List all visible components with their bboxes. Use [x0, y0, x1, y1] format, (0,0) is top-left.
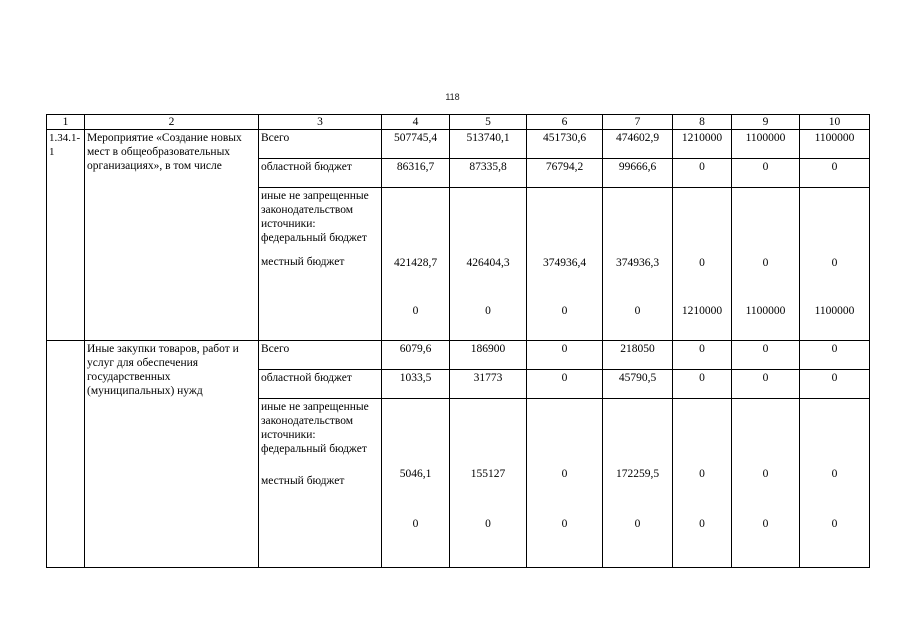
table-cell: 45790,5 [603, 370, 673, 399]
table-cell: 1033,5 [382, 370, 450, 399]
local-value: 0 [561, 305, 568, 317]
federal-value: 0 [762, 468, 769, 480]
local-value: 0 [762, 518, 769, 530]
page-number: 118 [445, 92, 460, 102]
column-header: 6 [527, 115, 603, 130]
table-cell: 0 [673, 341, 732, 370]
table-cell: 0 [673, 159, 732, 188]
table-cell: 0 [673, 370, 732, 399]
federal-value: 421428,7 [393, 257, 438, 269]
source-label: областной бюджет [259, 159, 382, 188]
local-value: 0 [561, 518, 568, 530]
source-label: Всего [259, 341, 382, 370]
local-value: 1210000 [681, 305, 723, 317]
table-cell: 0 [800, 159, 870, 188]
column-header: 7 [603, 115, 673, 130]
budget-table [46, 114, 870, 568]
local-value: 0 [634, 518, 641, 530]
table-cell: 1100000 [800, 130, 870, 159]
row-code [47, 341, 85, 568]
table-cell: 0 [732, 159, 800, 188]
local-value: 0 [485, 305, 491, 317]
table-cell: 0 [732, 341, 800, 370]
federal-value: 155127 [470, 468, 506, 480]
table-cell: 0 [800, 370, 870, 399]
table-cell: 513740,1 [450, 130, 527, 159]
table-cell: 0 [527, 370, 603, 399]
table-row-total [47, 130, 870, 159]
row-code: 1.34.1-1 [47, 130, 85, 341]
table-cell: 31773 [450, 370, 527, 399]
federal-value: 0 [762, 257, 769, 269]
table-cell: 76794,2 [527, 159, 603, 188]
local-value: 0 [699, 518, 705, 530]
table-cell: 1210000 [673, 130, 732, 159]
table-cell: 218050 [603, 341, 673, 370]
table-cell: 99666,6 [603, 159, 673, 188]
column-header: 3 [259, 115, 382, 130]
local-value: 0 [485, 518, 491, 530]
federal-value: 0 [699, 468, 705, 480]
source-label-block [259, 399, 382, 568]
row-name: Мероприятие «Создание новых мест в общеобразовательных организациях», в том числе [85, 130, 259, 341]
local-value: 1100000 [814, 305, 855, 317]
federal-value: 0 [699, 257, 705, 269]
table-cell: 0 [800, 341, 870, 370]
federal-value: 5046,1 [399, 468, 432, 480]
source-label: областной бюджет [259, 370, 382, 399]
federal-value: 0 [561, 468, 568, 480]
local-value: 0 [831, 518, 838, 530]
local-value: 0 [412, 305, 419, 317]
header-row [47, 115, 870, 130]
federal-label: федеральный бюджет [261, 443, 367, 455]
table-cell: 86316,7 [382, 159, 450, 188]
other-sources-label: иные не запрещенные законодательством источники: [261, 190, 369, 230]
table-cell: 1100000 [732, 130, 800, 159]
table-cell: 507745,4 [382, 130, 450, 159]
federal-label: федеральный бюджет [261, 232, 367, 244]
federal-value: 374936,3 [615, 257, 660, 269]
column-header: 2 [85, 115, 259, 130]
row-name: Иные закупки товаров, работ и услуг для обеспечения государственных (муниципальных) нужд [85, 341, 259, 568]
table-cell: 6079,6 [382, 341, 450, 370]
column-header: 9 [732, 115, 800, 130]
column-header: 1 [47, 115, 85, 130]
source-label-block [259, 188, 382, 341]
local-value: 1100000 [745, 305, 786, 317]
federal-value: 374936,4 [542, 257, 587, 269]
federal-value: 426404,3 [466, 257, 510, 269]
table-row-total [47, 341, 870, 370]
column-header: 8 [673, 115, 732, 130]
table-cell: 0 [527, 341, 603, 370]
table-cell: 451730,6 [527, 130, 603, 159]
table-cell: 0 [732, 370, 800, 399]
source-label: Всего [259, 130, 382, 159]
column-header: 4 [382, 115, 450, 130]
other-sources-label: иные не запрещенные законодательством источники: [261, 401, 369, 441]
local-label: местный бюджет [261, 475, 345, 487]
federal-value: 0 [831, 257, 838, 269]
federal-value: 0 [831, 468, 838, 480]
local-label: местный бюджет [261, 256, 345, 268]
federal-value: 172259,5 [615, 468, 660, 480]
local-value: 0 [634, 305, 641, 317]
local-value: 0 [412, 518, 419, 530]
table-cell: 87335,8 [450, 159, 527, 188]
column-header: 5 [450, 115, 527, 130]
table-cell: 474602,9 [603, 130, 673, 159]
column-header: 10 [800, 115, 870, 130]
table-cell: 186900 [450, 341, 527, 370]
